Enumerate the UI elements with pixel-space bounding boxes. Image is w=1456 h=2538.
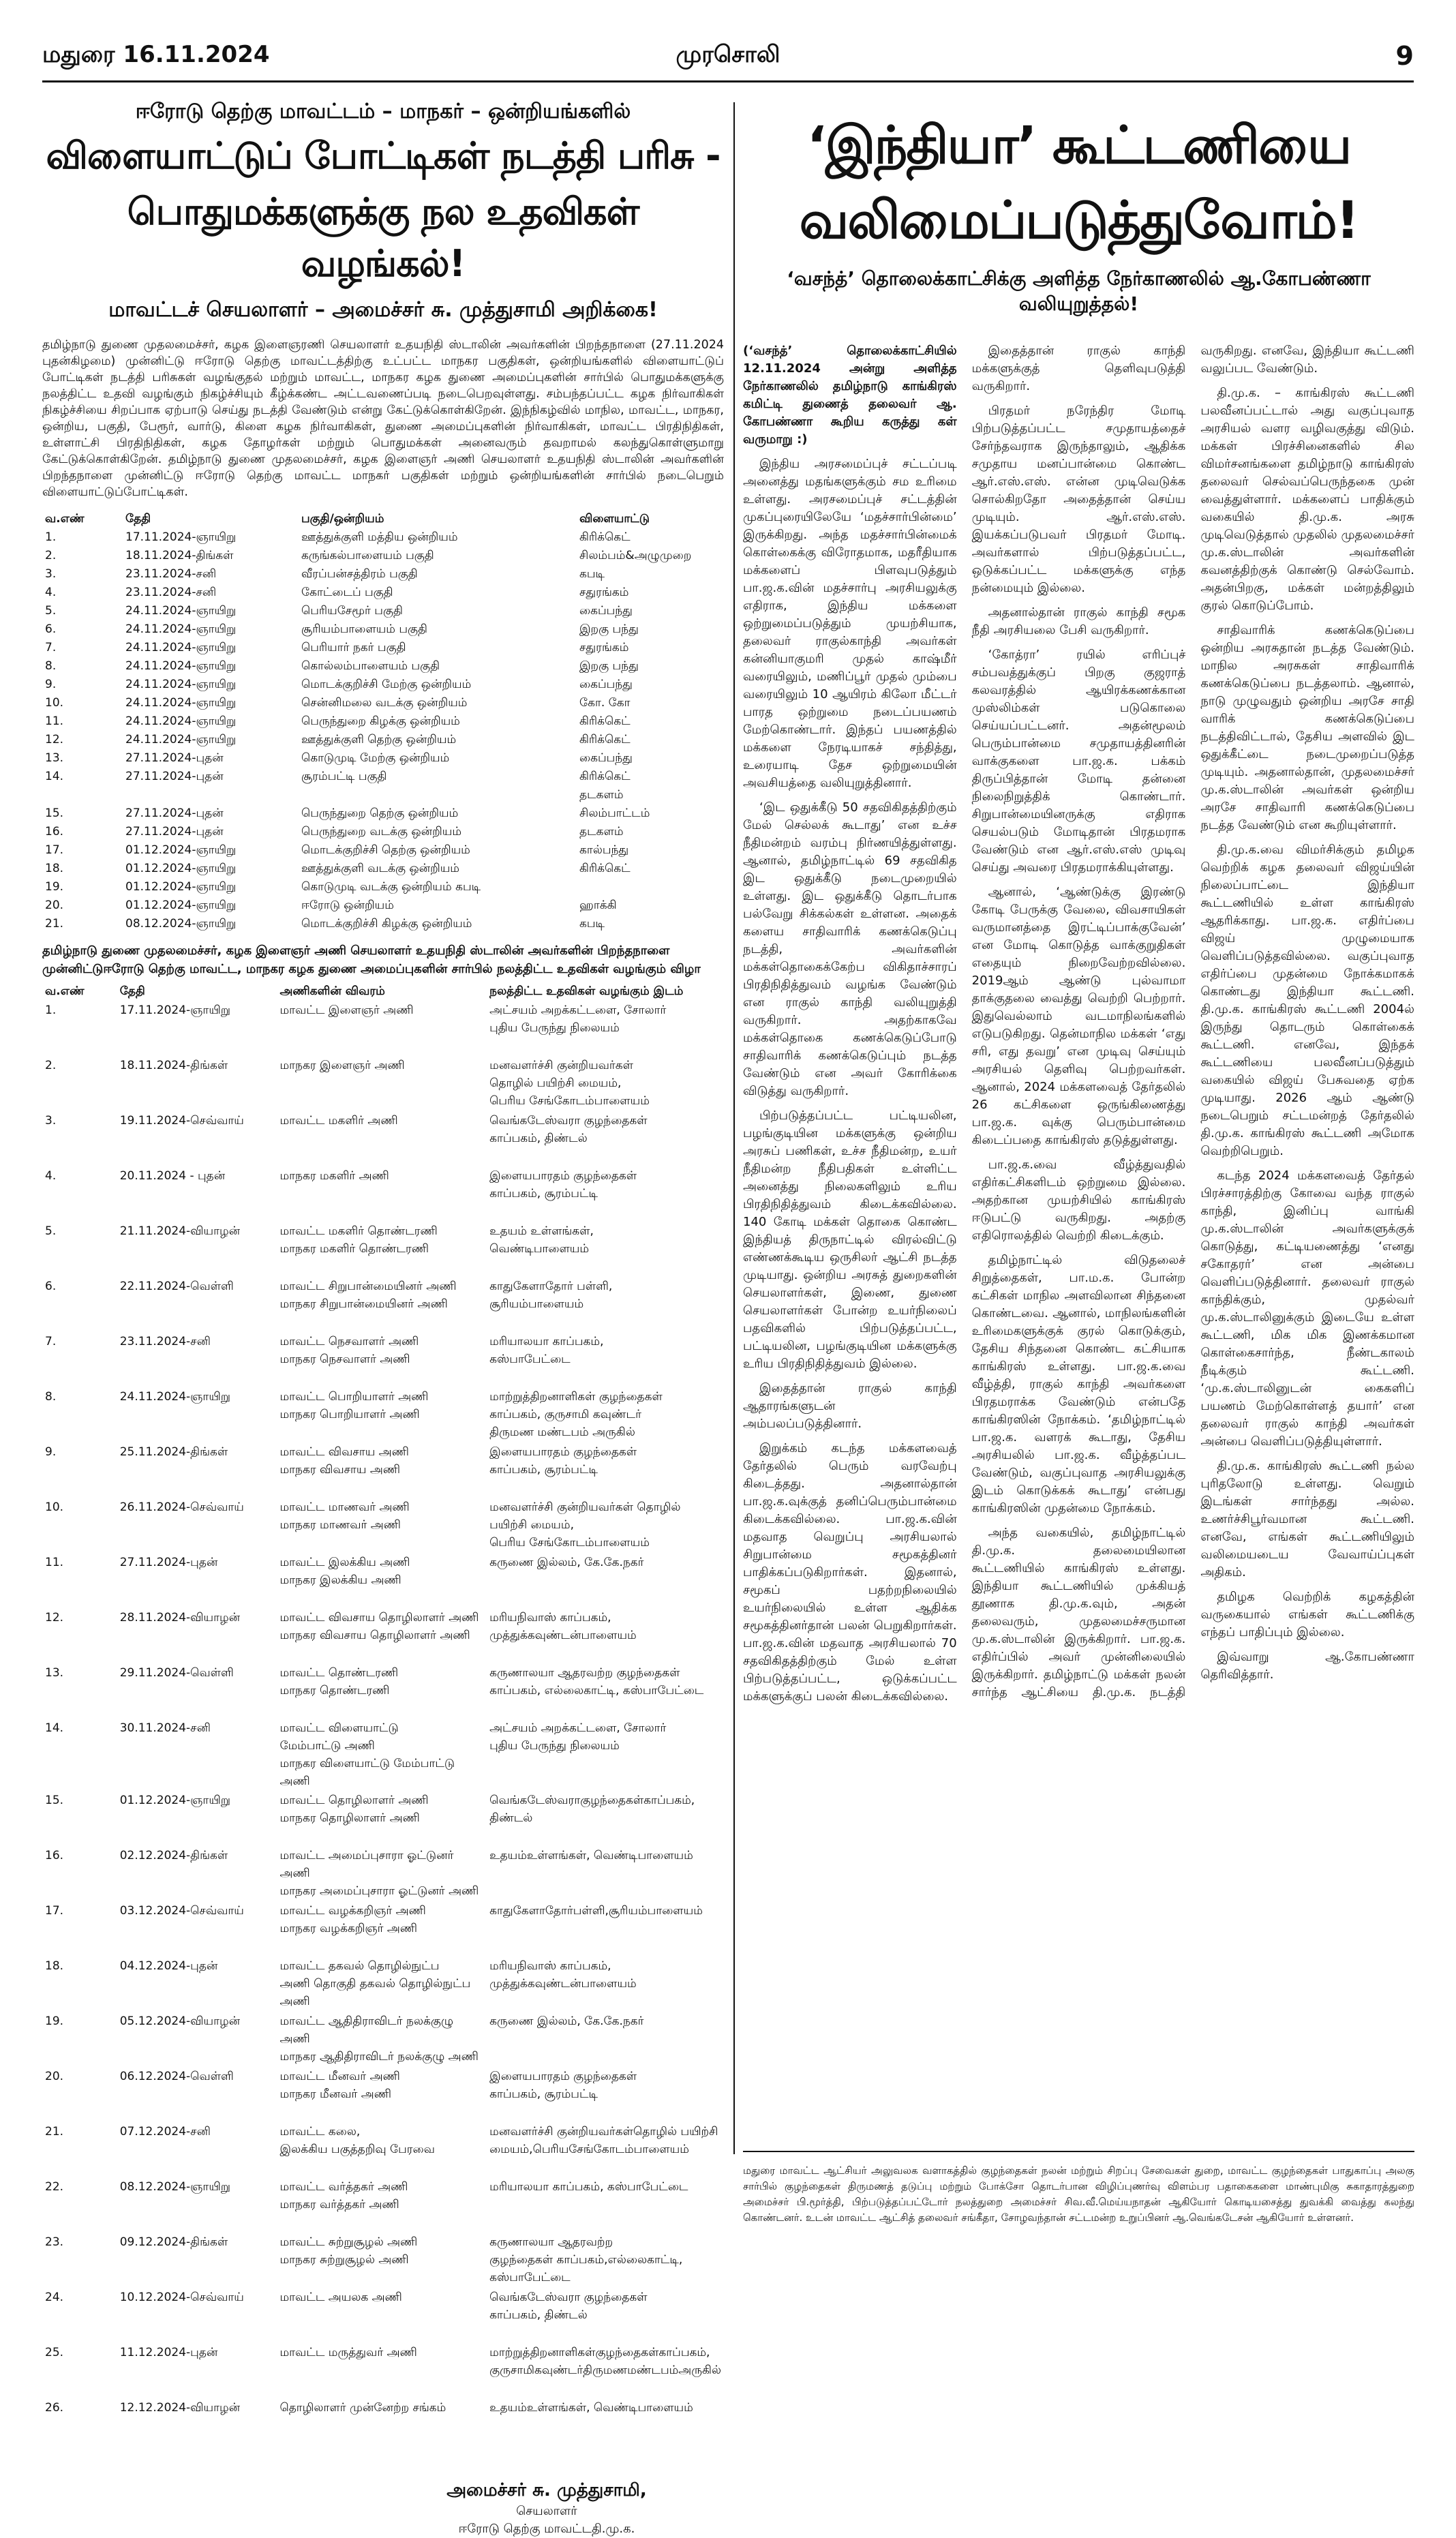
table-cell: இளையபாரதம் குழந்தைகள் காப்பகம், சூரம்பட்டி (489, 2070, 637, 2101)
table-cell: 06.12.2024-வெள்ளி (119, 2070, 234, 2083)
table-cell: 27.11.2024-புதன் (125, 825, 224, 839)
table-cell: சதுரங்கம் (579, 586, 629, 599)
table-row (42, 749, 724, 768)
table-row (42, 860, 724, 878)
article-paragraph: பா.ஜ.க.வை வீழ்த்துவதில் எதிர்கட்சிகளிடம் ஒற்றுமை இல்லை. அதற்கான முயற்சியில் காங்கிரஸ் ஈடுபட்டு வருகிறது. அதற்கு எதிரொலத்தில் வெற்றி கிடைக்கும். (971, 1158, 1186, 1243)
table-cell: இறகு பந்து (579, 622, 639, 636)
table-cell: 16. (45, 1849, 64, 1862)
table-row (42, 2287, 724, 2342)
table-cell: இளையபாரதம் குழந்தைகள் காப்பகம், சூரம்பட்டி (489, 1169, 637, 1200)
table-row (42, 694, 724, 712)
table-cell: மனவளர்ச்சி குன்றியவர்கள் தொழில் பயிற்சி மையம், பெரிய சேங்கோடம்பாளையம் (489, 1059, 650, 1108)
table-row (42, 1442, 724, 1497)
table-row (42, 1552, 724, 1607)
table-cell: கருணாலயா ஆதரவற்ற குழந்தைகள் காப்பகம், எல்லைகாட்டி, கஸ்பாபேட்டை (489, 1666, 704, 1697)
table-row (42, 1497, 724, 1552)
table-cell: கொல்லம்பாளையம் பகுதி (301, 659, 440, 673)
table-cell: 01.12.2024-ஞாயிறு (125, 862, 237, 875)
table-cell: 13. (45, 1666, 64, 1680)
table-cell: 10.12.2024-செவ்வாய் (119, 2291, 244, 2304)
table-cell: மாவட்ட மீனவர் அணி மாநகர மீனவர் அணி (279, 2070, 400, 2101)
table-cell: 21.11.2024-வியாழன் (119, 1224, 241, 1238)
col-header: அணிகளின் விவரம் (279, 984, 385, 998)
left-headline-2: பொதுமக்களுக்கு நல உதவிகள் வழங்கல்! (127, 190, 639, 285)
table-cell: 24.11.2024-ஞாயிறு (125, 659, 237, 673)
sports-schedule-body (42, 528, 724, 933)
table-cell: கருணை இல்லம், கே.கே.நகர் (489, 1556, 644, 1569)
table-cell: 8. (45, 1390, 57, 1404)
table-cell: மாநகர இளைஞர் அணி (279, 1059, 405, 1072)
table-cell: 8. (45, 659, 57, 673)
table-cell: 14. (45, 1721, 64, 1735)
table-row (42, 712, 724, 731)
table-cell: மாவட்ட தொண்டரணி மாநகர தொண்டரணி (279, 1666, 399, 1697)
table-cell: மாவட்ட அயலக அணி (279, 2291, 402, 2304)
table-cell: 3. (45, 567, 57, 581)
table-cell: 22. (45, 2180, 64, 2194)
table-cell: மரியாலயா காப்பகம், கஸ்பாபேட்டை (489, 1335, 604, 1366)
table-cell: கைப்பந்து (579, 751, 633, 765)
table-cell: கொடுமுடி வடக்கு ஒன்றியம் கபடி (301, 880, 481, 894)
table-cell: 19. (45, 880, 64, 894)
left-headline-1: விளையாட்டுப் போட்டிகள் நடத்தி பரிசு - (46, 134, 721, 177)
table-cell: சிலம்பம்&அழுமுறை (579, 549, 692, 562)
table-cell: 1. (45, 1003, 57, 1017)
table-cell: மரியநிவாஸ் காப்பகம், முத்துக்கவுண்டன்பாளையம் (489, 1959, 637, 1991)
table-row (42, 639, 724, 657)
signature-org: ஈரோடு தெற்கு மாவட்டதி.மு.க. (458, 2522, 635, 2536)
table-cell: 3. (45, 1114, 57, 1128)
table-cell: கிரிக்கெட் (579, 733, 631, 746)
table-cell: சிலம்பாட்டம் (579, 806, 650, 820)
table-cell: 29.11.2024-வெள்ளி (119, 1666, 234, 1680)
welfare-schedule-table (42, 982, 724, 2453)
table-cell: 15. (45, 806, 64, 820)
table-cell: மனவளர்ச்சி குன்றியவர்கள்தொழில் பயிற்சி மையம்,பெரியசேங்கோடம்பாளையம் (489, 2125, 718, 2156)
article-paragraph: பிற்படுத்தப்பட்ட பட்டியலின, பழங்குடியின மக்களுக்கு ஒன்றிய அரசுப் பணிகள், உச்ச நீதிமன்ற, உயர் நீதிமன்ற நீதிபதிகள் உள்ளிட்ட அனைத்து நிலைகளிலும் உரிய பிரதிநிதித்துவம் கிடைக்கவில்லை. 140 கோடி மக்கள் தொகை கொண்ட இந்தியத் திருநாட்டில் விரல்விட்டு எண்ணக்கூடிய ஒருசிலர் ஆட்சி நடத்த முடியாது. ஒன்றிய அரசுத் துறைகளின் செயலாளர்கள், இணை, துணை செயலாளர்கள் போன்ற உயர்நிலைப் பதவிகளில் பிற்படுத்தப்பட்ட, பட்டியலின, பழங்குடியின மக்களுக்கு உரிய பிரதிநிதித்துவம் இல்லை. (743, 1108, 957, 1371)
table-cell: 18.11.2024-திங்கள் (125, 549, 234, 562)
table-cell: மாற்றுத்திறனாளிகள் குழந்தைகள் காப்பகம், குருசாமி கவுண்டர் திருமண மண்டபம் அருகில் (489, 1390, 663, 1439)
signature-block (397, 2480, 697, 2538)
article-paragraph: தமிழ்நாட்டில் விடுதலைச் சிறுத்தைகள், பா.ம.க. போன்ற கட்சிகள் மாநில அளவிலான சிந்தனை கொண்டவை. ஆனால், மாநிலங்களின் உரிமைகளுக்குக் குரல் கொடுக்கும், தேசிய சிந்தனை கொண்ட கட்சியாக காங்கிரஸ் உள்ளது. பா.ஜ.க.வை வீழ்த்தி, ராகுல் காந்தி அவர்களை பிரதமராக்க வேண்டும் என்பதே காங்கிரஸின் நோக்கம். ‘தமிழ்நாட்டில் பா.ஜ.க. வளரக் கூடாது, தேசிய அரசியலில் பா.ஜ.க. வீழ்த்தப்பட வேண்டும், வகுப்புவாத அரசியலுக்கு இடம் கொடுக்கக் கூடாது’ என்பது காங்கிரஸின் முதன்மை நோக்கம். (971, 1253, 1186, 1515)
table-cell: மாவட்ட மகளிர் தொண்டரணி மாநகர மகளிர் தொண்டரணி (279, 1224, 438, 1256)
table-cell: 25.11.2024-திங்கள் (119, 1445, 228, 1459)
table-cell: 03.12.2024-செவ்வாய் (119, 1904, 244, 1918)
table-cell: உதயம் உள்ளங்கள், வெண்டிபாளையம் (489, 1224, 594, 1256)
left-article (42, 89, 724, 2538)
table-cell: உதயம்உள்ளங்கள், வெண்டிபாளையம் (489, 1849, 693, 1862)
table-row (42, 1221, 724, 1276)
table-row (42, 878, 724, 896)
table-cell: மாவட்ட பொறியாளர் அணி மாநகர பொறியாளர் அணி (279, 1390, 429, 1421)
table-cell: 26. (45, 2401, 64, 2415)
table-cell: 11.12.2024-புதன் (119, 2346, 218, 2359)
table-cell: 5. (45, 604, 57, 618)
table-cell: கொடுமுடி மேற்கு ஒன்றியம் (301, 751, 450, 765)
table-cell: அட்சயம் அறக்கட்டளை, சோலார் புதிய பேருந்து நிலையம் (489, 1003, 667, 1035)
table-row (42, 620, 724, 639)
article-paragraph: தி.மு.க. – காங்கிரஸ் கூட்டணி பலவீனப்பட்டால் அது வகுப்புவாத அரசியல் வளர வழிவகுத்து விடும். மக்கள் பிரச்சினைகளில் சில விமர்சனங்களை தமிழ்நாடு காங்கிரஸ் தலைவர் செல்வப்பெருந்தகை முன் வைத்துள்ளார். மக்களைப் பாதிக்கும் வகையில் தி.மு.க. அரசு முடிவெடுத்தால் முதலில் முதலமைச்சர் மு.க.ஸ்டாலின் அவர்களின் கவனத்திற்குக் கொண்டு செல்வோம். அதன்பிறகு, மக்கள் மன்றத்திலும் குரல் கொடுப்போம். (1200, 386, 1414, 613)
table-row (42, 1790, 724, 1845)
table-cell: 01.12.2024-ஞாயிறு (125, 843, 237, 857)
table-row (42, 1331, 724, 1387)
table-cell: சென்னிமலை வடக்கு ஒன்றியம் (301, 696, 468, 710)
table-cell: 12. (45, 1611, 64, 1625)
right-headline: ‘இந்தியா’ கூட்டணியை வலிமைப்படுத்துவோம்! (799, 115, 1359, 250)
table-cell: 6. (45, 1280, 57, 1293)
table-cell: 30.11.2024-சனி (119, 1721, 211, 1735)
table-cell: மரியாலயா காப்பகம், கஸ்பாபேட்டை (489, 2180, 688, 2194)
table-cell: 02.12.2024-திங்கள் (119, 1849, 228, 1862)
masthead-paper-name: முரசொலி (676, 41, 780, 68)
table-cell: 12. (45, 733, 64, 746)
table-cell: கபடி (579, 567, 605, 581)
table-cell: கிரிக்கெட் (579, 714, 631, 728)
article-paragraph: தமிழக வெற்றிக் கழகத்தின் வருகையால் எங்கள் கூட்டணிக்கு எந்தப் பாதிப்பும் இல்லை. (1200, 1590, 1414, 1640)
table-cell: 07.12.2024-சனி (119, 2125, 211, 2139)
table-row (42, 1000, 724, 1055)
table-row (42, 1663, 724, 1718)
table-row (42, 1166, 724, 1221)
page-number: 9 (1395, 41, 1414, 71)
article-paragraph: பிரதமர் நரேந்திர மோடி பிற்படுத்தப்பட்ட சமுதாயத்தைச் சேர்ந்தவராக இருந்தாலும், ஆதிக்க சமுதாய மனப்பான்மை கொண்ட ஆர்.எஸ்.எஸ். என்ன முடிவெடுக்க சொல்கிறதோ அதைத்தான் செய்ய முடியும். ஆர்.எஸ்.எஸ். இயக்கப்படுபவர் பிரதமர் மோடி. அவர்களால் பிற்படுத்தப்பட்ட, ஒடுக்கப்பட்ட மக்களுக்கு எந்த நன்மையும் இல்லை. (971, 404, 1186, 595)
table-row (42, 584, 724, 602)
table-cell: இறகு பந்து (579, 659, 639, 673)
table-cell: 26.11.2024-செவ்வாய் (119, 1500, 244, 1514)
table-row (42, 804, 724, 823)
table-cell: 9. (45, 678, 57, 691)
table-cell: 14. (45, 770, 64, 783)
table-row (42, 602, 724, 620)
table-cell: வெங்கடேஸ்வரா குழந்தைகள் காப்பகம், திண்டல் (489, 2291, 648, 2322)
table-cell: கைப்பந்து (579, 604, 633, 618)
table-cell: மாவட்ட கலை, இலக்கிய பகுத்தறிவு பேரவை (279, 2125, 435, 2156)
table-cell: சூரம்பட்டி பகுதி (301, 770, 387, 783)
table-header-row (42, 510, 724, 528)
table-cell: 2. (45, 549, 57, 562)
table-cell: 17.11.2024-ஞாயிறு (125, 530, 237, 544)
table-cell (577, 878, 724, 896)
table-cell: 24.11.2024-ஞாயிறு (125, 678, 237, 691)
table-row (42, 547, 724, 565)
table-cell: 08.12.2024-ஞாயிறு (119, 2180, 230, 2194)
table-cell: 24.11.2024-ஞாயிறு (125, 696, 237, 710)
table-row (42, 841, 724, 860)
table-cell: 24.11.2024-ஞாயிறு (125, 641, 237, 654)
left-kicker: ஈரோடு தெற்கு மாவட்டம் – மாநகர் – ஒன்றியங்களில் (135, 100, 631, 123)
table-row (42, 768, 724, 804)
table-cell: 27.11.2024-புதன் (125, 770, 224, 783)
table-cell: 01.12.2024-ஞாயிறு (125, 880, 237, 894)
table-cell: வெங்கடேஸ்வரா குழந்தைகள் காப்பகம், திண்டல் (489, 1114, 648, 1145)
table-row (42, 1111, 724, 1166)
table-row (42, 2066, 724, 2121)
table-cell: 6. (45, 622, 57, 636)
table-cell: மாவட்ட விவசாய அணி மாநகர விவசாய அணி (279, 1445, 409, 1477)
table-cell: கிரிக்கெட் (579, 530, 631, 544)
table-cell: 10. (45, 1500, 64, 1514)
table-cell: ஈரோடு ஒன்றியம் (301, 898, 394, 912)
table-cell: 25. (45, 2346, 64, 2359)
table-cell: 27.11.2024-புதன் (125, 806, 224, 820)
table-cell: மனவளர்ச்சி குன்றியவர்கள் தொழில் பயிற்சி மையம், பெரிய சேங்கோடம்பாளையம் (489, 1500, 681, 1550)
table-cell: 20. (45, 898, 64, 912)
table-cell: 01.12.2024-ஞாயிறு (119, 1794, 230, 1807)
table-row (42, 896, 724, 915)
table-cell: 18. (45, 1959, 64, 1973)
right-subhead: ‘வசந்த்’ தொலைக்காட்சிக்கு அளித்த நேர்காணலில் ஆ.கோபண்ணா வலியுறுத்தல்! (787, 267, 1371, 315)
article-paragraph: அதனால்தான் ராகுல் காந்தி சமூக நீதி அரசியலை பேசி வருகிறார். (971, 605, 1186, 637)
welfare-schedule-body (42, 1000, 724, 2453)
article-paragraph: தி.மு.க.வை விமர்சிக்கும் தமிழக வெற்றிக் கழக தலைவர் விஜய்யின் நிலைப்பாட்டை இந்தியா கூட்டணியில் உள்ள காங்கிரஸ் ஆதரிக்காது. பா.ஜ.க. எதிர்ப்பை விஜய் முழுமையாக வெளிப்படுத்தவில்லை. வகுப்புவாத எதிர்ப்பை முதன்மை நோக்கமாகக் கொண்டது இந்தியா கூட்டணி. தி.மு.க. காங்கிரஸ் கூட்டணி 2004ல் இருந்து தொடரும் கொள்கைக் கூட்டணி. எனவே, இந்தக் கூட்டணியை பலவீனப்படுத்தும் வகையில் விஜய் பேசுவதை ஏற்க முடியாது. 2026 ஆம் ஆண்டு நடைபெறும் சட்டமன்றத் தேர்தலில் தி.மு.க. காங்கிரஸ் கூட்டணி அமோக வெற்றிபெறும். (1200, 843, 1414, 1158)
article-paragraph: இந்திய அரசமைப்புச் சட்டப்படி அனைத்து மதங்களுக்கும் சம உரிமை உள்ளது. அரசமைப்புச் சட்டத்தின் முகப்புரையிலேயே ‘மதச்சார்பின்மை’ இருக்கிறது. அந்த மதச்சார்பின்மைக் கொள்கைக்கு விரோதமாக, மதரீதியாக மக்களைப் பிளவுபடுத்தும் பா.ஜ.க.வின் மதச்சார்பு அரசியலுக்கு எதிராக, இந்திய மக்களை ஒற்றுமைப்படுத்தும் முயற்சியாக, தலைவர் ராகுல்காந்தி அவர்கள் கன்னியாகுமரி முதல் காஷ்மீர் வரையிலும், மணிப்பூர் முதல் மும்பை வரையிலும் 10 ஆயிரம் கிலோ மீட்டர் பாரத ஒற்றுமை நடைப்பயணம் மேற்கொண்டார். இந்தப் பயணத்தில் மக்களை நேரடியாகச் சந்தித்து, உரையாடி தேச ஒற்றுமையின் அவசியத்தை வலியுறுத்தினார். (743, 457, 957, 790)
table-cell: 28.11.2024-வியாழன் (119, 1611, 241, 1625)
col-header: பகுதி/ஒன்றியம் (301, 512, 384, 526)
table-cell: 20.11.2024 - புதன் (119, 1169, 226, 1183)
table-cell: 13. (45, 751, 64, 765)
table-row (42, 915, 724, 933)
table-cell: மாவட்ட மருத்துவர் அணி (279, 2346, 417, 2359)
table-cell: பெருந்துறை வடக்கு ஒன்றியம் (301, 825, 462, 839)
table-cell: மாவட்ட வர்த்தகர் அணி மாநகர வர்த்தகர் அணி (279, 2180, 408, 2211)
table-cell: 11. (45, 1556, 64, 1569)
table-cell: 7. (45, 1335, 57, 1348)
table-cell: சூரியம்பாளையம் பகுதி (301, 622, 427, 636)
col-header: நலத்திட்ட உதவிகள் வழங்கும் இடம் (489, 984, 684, 998)
table-cell: 23. (45, 2235, 64, 2249)
table-cell: 11. (45, 714, 64, 728)
photo-caption-note: மதுரை மாவட்ட ஆட்சியர் அலுவலக வளாகத்தில் குழந்தைகள் நலன் மற்றும் சிறப்பு சேவைகள் துறை, மாவட்ட குழந்தைகள் பாதுகாப்பு அலகு சார்பில் குழந்தைகள் திருமணத் தடுப்பு மற்றும் போக்சோ தொடர்பான விழிப்புணர்வு விளம்பர பதாகைகளை மாண்புமிகு சுகாதாரத்துறை அமைச்சர் பி.மூர்த்தி, பிற்படுத்தப்பட்டோர் நலத்துறை அமைச்சர் சிவ.வீ.மெய்யநாதன் ஆகியோர் கொடியசைத்து துவக்கி வைத்து கலந்து கொண்டனர். உடன் மாவட்ட ஆட்சித் தலைவர் சங்கீதா, சோழவந்தான் சட்டமன்ற உறுப்பினர் ஆ.வெங்கடேசன் ஆகியோர் உள்ளனர். (743, 2151, 1414, 2226)
table-cell: 18.11.2024-திங்கள் (119, 1059, 228, 1072)
table-cell: 05.12.2024-வியாழன் (119, 2014, 241, 2028)
article-paragraph: அந்த வகையில், தமிழ்நாட்டில் தி.மு.க. தலைமையிலான கூட்டணியில் காங்கிரஸ் உள்ளது. இந்தியா கூட்டணியில் முக்கியத் தூணாக தி.மு.க.வும், அதன் தலைவரும், முதலமைச்சருமான மு.க.ஸ்டாலின் இருக்கிறார். பா.ஜ.க. எதிர்ப்பில் அவர் முன்னிலையில் இருக்கிறார். தமிழ்நாட்டு மக்கள் நலன் சார்ந்த ஆட்சியை தி.மு.க. நடத்தி வருகிறது. எனவே, இந்தியா கூட்டணி வலுப்பட வேண்டும். (971, 344, 1414, 1699)
table-row (42, 2342, 724, 2398)
table-cell: மாவட்ட விளையாட்டு மேம்பாட்டு அணி மாநகர விளையாட்டு மேம்பாட்டு அணி (279, 1721, 455, 1788)
table-cell: 09.12.2024-திங்கள் (119, 2235, 228, 2249)
table-row (42, 2011, 724, 2066)
table-cell: 2. (45, 1059, 57, 1072)
table-cell: 22.11.2024-வெள்ளி (119, 1280, 234, 1293)
table-cell: மாவட்ட நெசவாளர் அணி மாநகர நெசவாளர் அணி (279, 1335, 419, 1366)
table-row (42, 1901, 724, 1956)
table-cell: 17.11.2024-ஞாயிறு (119, 1003, 230, 1017)
table-cell: மாநகர மகளிர் அணி (279, 1169, 389, 1183)
table-cell: 15. (45, 1794, 64, 1807)
table-cell: மாவட்ட மாணவர் அணி மாநகர மாணவர் அணி (279, 1500, 410, 1532)
article-paragraph: கடந்த 2024 மக்களவைத் தேர்தல் பிரச்சாரத்திற்கு கோவை வந்த ராகுல் காந்தி, இனிப்பு வாங்கி மு.க.ஸ்டாலின் அவர்களுக்குக் கொடுத்து, கட்டியணைத்து ‘எனது சகோதரர்’ என அன்பை வெளிப்படுத்தினார். தலைவர் ராகுல் காந்திக்கும், முதல்வர் மு.க.ஸ்டாலினுக்கும் இடையே உள்ள கூட்டணி, மிக மிக இணக்கமான கொள்கைசார்ந்த, நீண்டகாலம் நீடிக்கும் கூட்டணி. ‘மு.க.ஸ்டாலினுடன் கைகளிப் பயணம் மேற்கொள்ளத் தயார்’ என தலைவர் ராகுல் காந்தி அவர்கள் அன்பை வெளிப்படுத்தியுள்ளார். (1200, 1168, 1414, 1449)
table-cell: மாவட்ட அமைப்புசாரா ஓட்டுனர் அணி மாநகர அமைப்புசாரா ஓட்டுனர் அணி (279, 1849, 479, 1898)
table-cell: மாவட்ட வழக்கறிஞர் அணி மாநகர வழக்கறிஞர் அணி (279, 1904, 426, 1935)
table-cell: காதுகேளாதோர்பள்ளி,சூரியம்பாளையம் (489, 1904, 703, 1918)
col-header: தேதி (125, 512, 151, 526)
table-cell: 19. (45, 2014, 64, 2028)
table-cell: பெரியார் நகர் பகுதி (301, 641, 406, 654)
table-cell: 12.12.2024-வியாழன் (119, 2401, 241, 2415)
table-cell: 21. (45, 917, 64, 931)
table-cell: சதுரங்கம் (579, 641, 629, 654)
article-paragraph: சாதிவாரிக் கணக்கெடுப்பை ஒன்றிய அரசுதான் நடத்த வேண்டும். மாநில அரசுகள் சாதிவாரிக் கணக்கெடுப்பை நடத்தலாம். ஆனால், நாடு முழுவதும் ஒன்றிய அரசே சாதி வாரிக் கணக்கெடுப்பை நடத்திவிட்டால், தேசிய அளவில் இட ஒதுக்கீட்டை நடைமுறைப்படுத்த முடியும். அதனால்தான், முதலமைச்சர் மு.க.ஸ்டாலின் அவர்கள் ஒன்றிய அரசே சாதிவாரி கணக்கெடுப்பை நடத்த வேண்டும் என கூறியுள்ளார். (1200, 623, 1414, 832)
table-cell: ஹாக்கி (579, 898, 617, 912)
table-cell: மொடக்குறிச்சி மேற்கு ஒன்றியம் (301, 678, 472, 691)
table-row (42, 565, 724, 584)
table-row (42, 1607, 724, 1663)
table-cell: மொடக்குறிச்சி கிழக்கு ஒன்றியம் (301, 917, 472, 931)
table-cell: 04.12.2024-புதன் (119, 1959, 218, 1973)
right-article-body (743, 342, 1414, 2006)
article-paragraph: ‘கோத்ரா’ ரயில் எரிப்புச் சம்பவத்துக்குப் பிறகு குஜராத் கலவரத்தில் ஆயிரக்கணக்கான முஸ்லிம்கள் படுகொலை செய்யப்பட்டனர். அதன்மூலம் பெரும்பான்மை சமுதாயத்தினரின் வாக்குகளை பா.ஜ.க. பக்கம் திருப்பித்தான் மோடி தன்னை நிலைநிறுத்திக் கொண்டார். சிறுபான்மையினருக்கு எதிராக செயல்படும் மோடிதான் பிரதமராக வேண்டும் என ஆர்.எஸ்.எஸ் முடிவு செய்து அவரை பிரதமராக்கியுள்ளது. (971, 648, 1186, 875)
table-cell: கிரிக்கெட் (579, 862, 631, 875)
welfare-table-caption: தமிழ்நாடு துணை முதலமைச்சர், கழக இளைஞர் அணி செயலாளர் உதயநிதி ஸ்டாலின் அவர்களின் பிறந்தநாளை முன்னிட்டுஈரோடு தெற்கு மாவட்ட, மாநகர கழக துணை அமைப்புகளின் சார்பில் நலத்திட்ட உதவிகள் வழங்கும் விழா (42, 943, 701, 976)
masthead-date: மதுரை 16.11.2024 (42, 41, 270, 68)
table-cell: 23.11.2024-சனி (125, 567, 217, 581)
table-cell: மாவட்ட விவசாய தொழிலாளர் அணி மாநகர விவசாய தொழிலாளர் அணி (279, 1611, 479, 1642)
table-cell: 01.12.2024-ஞாயிறு (125, 898, 237, 912)
table-cell: மரியநிவாஸ் காப்பகம், முத்துக்கவுண்டன்பாளையம் (489, 1611, 637, 1642)
table-cell: மாற்றுத்திறனாளிகள்குழந்தைகள்காப்பகம், குருசாமிகவுண்டர்திருமணமண்டபம்அருகில் (489, 2346, 721, 2377)
table-cell: ஊத்துக்குளி மத்திய ஒன்றியம் (301, 530, 458, 544)
table-cell: 24.11.2024-ஞாயிறு (125, 714, 237, 728)
article-paragraph: இதைத்தான் ராகுல் காந்தி மக்களுக்குத் தெளிவுபடுத்தி வருகிறார். (971, 344, 1186, 393)
table-cell: காதுகேளாதோர் பள்ளி, சூரியம்பாளையம் (489, 1280, 613, 1311)
table-cell: கருணாலயா ஆதரவற்ற குழந்தைகள் காப்பகம்,எல்லைகாட்டி, கஸ்பாபேட்டை (489, 2235, 683, 2284)
table-cell: கோ. கோ (579, 696, 631, 710)
left-subhead: மாவட்டச் செயலாளர் – அமைச்சர் சு. முத்துசாமி அறிக்கை! (108, 298, 658, 322)
table-cell: 9. (45, 1445, 57, 1459)
table-cell: மாவட்ட சுற்றுசூழல் அணி மாநகர சுற்றுசூழல் அணி (279, 2235, 418, 2267)
table-row (42, 823, 724, 841)
table-row (42, 528, 724, 547)
table-cell: பெருந்துறை தெற்கு ஒன்றியம் (301, 806, 459, 820)
table-cell: பெரியசேமூர் பகுதி (301, 604, 403, 618)
table-cell: 17. (45, 1904, 64, 1918)
table-row (42, 1845, 724, 1901)
table-cell: 19.11.2024-செவ்வாய் (119, 1114, 244, 1128)
table-cell: 21. (45, 2125, 64, 2139)
article-paragraph: ‘இட ஒதுக்கீடு 50 சதவிகிதத்திற்கும் மேல் செல்லக் கூடாது’ என உச்ச நீதிமன்றம் வரம்பு நிர்ணயித்துள்ளது. ஆனால், தமிழ்நாட்டில் 69 சதவிகித இட ஒதுக்கீடு நடைமுறையில் உள்ளது. இட ஒதுக்கீடு தொடர்பாக பல்வேறு சிக்கல்கள் உள்ளன. அதைக் களைய சாதிவாரிக் கணக்கெடுப்பு நடத்தி, அவர்களின் மக்கள்தொகைக்கேற்ப விகிதாச்சாரப் பிரதிநிதித்துவம் வழங்க வேண்டும் என ராகுல் காந்தி வலியுறுத்தி வருகிறார். அதற்காகவே மக்கள்தொகை கணக்கெடுப்போடு சாதிவாரிக் கணக்கெடுப்பும் நடத்த வேண்டும் என அவர் கோரிக்கை விடுத்து வருகிறார். (743, 800, 957, 1098)
table-row (42, 2398, 724, 2453)
table-cell: 10. (45, 696, 64, 710)
table-row (42, 1276, 724, 1331)
table-cell: மாவட்ட தொழிலாளர் அணி மாநகர தொழிலாளர் அணி (279, 1794, 429, 1825)
table-cell: 08.12.2024-ஞாயிறு (125, 917, 237, 931)
table-cell: 27.11.2024-புதன் (119, 1556, 218, 1569)
table-cell: 23.11.2024-சனி (119, 1335, 211, 1348)
table-row (42, 657, 724, 676)
table-cell: மாவட்ட இலக்கிய அணி மாநகர இலக்கிய அணி (279, 1556, 410, 1587)
table-cell: 24.11.2024-ஞாயிறு (125, 604, 237, 618)
table-row (42, 2121, 724, 2177)
table-cell: 1. (45, 530, 57, 544)
table-cell: ஊத்துக்குளி வடக்கு ஒன்றியம் (301, 862, 459, 875)
table-row (42, 676, 724, 694)
table-row (42, 1055, 724, 1111)
table-row (42, 2177, 724, 2232)
col-header: வ.எண் (45, 984, 85, 998)
article-paragraph: இதைத்தான் ராகுல் காந்தி ஆதாரங்களுடன் அம்பலப்படுத்தினார். (743, 1381, 957, 1431)
table-cell: மாவட்ட ஆதிதிராவிடர் நலக்குழு அணி மாநகர ஆதிதிராவிடர் நலக்குழு அணி (279, 2014, 479, 2064)
column-divider (733, 102, 735, 2154)
table-cell: மாவட்ட மகளிர் அணி (279, 1114, 398, 1128)
table-cell: உதயம்உள்ளங்கள், வெண்டிபாளையம் (489, 2401, 693, 2415)
signature-name: அமைச்சர் சு. முத்துசாமி, (446, 2480, 647, 2501)
article-paragraph: இவ்வாறு ஆ.கோபண்ணா தெரிவித்தார். (1200, 1650, 1414, 1682)
table-cell: பெருந்துறை கிழக்கு ஒன்றியம் (301, 714, 460, 728)
table-cell: வெங்கடேஸ்வராகுழந்தைகள்காப்பகம், திண்டல் (489, 1794, 695, 1825)
table-row (42, 2232, 724, 2287)
table-cell: மாவட்ட சிறுபான்மையினர் அணி மாநகர சிறுபான்மையினர் அணி (279, 1280, 457, 1311)
table-cell: ஊத்துக்குளி தெற்கு ஒன்றியம் (301, 733, 457, 746)
table-cell: கோட்டைப் பகுதி (301, 586, 393, 599)
table-cell: கபடி (579, 917, 605, 931)
masthead (42, 41, 1414, 89)
table-cell: கருணை இல்லம், கே.கே.நகர் (489, 2014, 644, 2028)
table-cell: 16. (45, 825, 64, 839)
table-cell: 24. (45, 2291, 64, 2304)
left-intro-text: தமிழ்நாடு துணை முதலமைச்சர், கழக இளைஞரணி செயலாளர் உதயநிதி ஸ்டாலின் அவர்களின் பிறந்தநாளை (27.11.2024 புதன்கிழமை) முன்னிட்டு ஈரோடு தெற்கு மாவட்டத்திற்கு உட்பட்ட மாநகர பகுதிகள், ஒன்றியங்களில் விளையாட்டுப் போட்டிகள் நடத்தி பரிசுகள் வழங்குதல் மற்றும் மாவட்ட, மாநகர கழக துணை அமைப்புகளின் சார்பில் பொதுமக்களுக்கு நலத்திட்ட உதவி வழங்கும் நிகழ்ச்சியும் கீழ்க்கண்ட அட்டவணைப்படி நடைபெறவுள்ளது. சம்பந்தப்பட்ட கழக நிர்வாகிகள் நிகழ்ச்சியை சிறப்பாக ஏற்பாடு செய்து நடத்தி வேண்டும் என்று கேட்டுக்கொள்கிறேன். இந்நிகழ்வில் மாநில, மாவட்ட, மாநகர, ஒன்றிய, பகுதி, பேரூர், வார்டு, கிளை கழக நிர்வாகிகள், துணை அமைப்புகளின் நிர்வாகிகள், மாவட்ட பிரதிநிதிகள், உள்ளாட்சி பிரதிநிதிகள், கழக தோழர்கள் மற்றும் பொதுமக்கள் அனைவரும் தவறாமல் கலந்துகொள்ளுமாறு கேட்டுக்கொள்கிறேன். தமிழ்நாடு துணை முதலமைச்சர், கழக இளைஞர் அணி செயலாளர் உதயநிதி ஸ்டாலின் அவர்களின் பிறந்தநாளை முன்னிட்டு ஈரோடு தெற்கு மாவட்ட மாநகர் பகுதிகள் மற்றும் ஒன்றியங்களின் சார்பில் நடைபெறும் விளையாட்டுப்போட்டிகள். (42, 338, 724, 499)
table-cell: 24.11.2024-ஞாயிறு (125, 622, 237, 636)
table-cell: இளையபாரதம் குழந்தைகள் காப்பகம், சூரம்பட்டி (489, 1445, 637, 1477)
signature-title: செயலாளர் (516, 2504, 577, 2518)
table-cell: கருங்கல்பாளையம் பகுதி (301, 549, 434, 562)
sports-schedule-table (42, 510, 724, 933)
table-cell: தொழிலாளர் முன்னேற்ற சங்கம் (279, 2401, 446, 2415)
article-paragraph: இறுக்கம் கடந்த மக்களவைத் தேர்தலில் பெரும் வரவேற்பு கிடைத்தது. அதனால்தான் பா.ஜ.க.வுக்குத் தனிப்பெரும்பான்மை கிடைக்கவில்லை. பா.ஜ.க.வின் மதவாத வெறுப்பு அரசியலால் சிறுபான்மை சமூகத்தினர் பாதிக்கப்படுகிறார்கள். இதனால், சமூகப் பதற்றநிலையில் உயர்நிலையில் உள்ள ஆதிக்க சமூகத்தினர்தான் பலன் பெறுகிறார்கள். பா.ஜ.க.வின் மதவாத அரசியலால் 70 சதவிகிதத்திற்கும் மேல் உள்ள பிற்படுத்தப்பட்ட, ஒடுக்கப்பட்ட மக்களுக்குப் பலன் கிடைக்கவில்லை. (743, 1441, 957, 1704)
table-cell: கால்பந்து (579, 843, 629, 857)
table-cell: 27.11.2024-புதன் (125, 751, 224, 765)
table-cell: மாவட்ட தகவல் தொழில்நுட்ப அணி தொகுதி தகவல் தொழில்நுட்ப அணி (279, 1959, 471, 2008)
article-paragraph: ஆனால், ‘ஆண்டுக்கு இரண்டு கோடி பேருக்கு வேலை, விவசாயிகள் வருமானத்தை இரட்டிப்பாக்குவேன்’ என மோடி கொடுத்த வாக்குறுதிகள் எதையும் நிறைவேற்றவில்லை. 2019ஆம் ஆண்டு புல்வாமா தாக்குதலை வைத்து வெற்றி பெற்றார். இதுவெல்லாம் வடமாநிலங்களில் எடுபடுகிறது. தென்மாநில மக்கள் ‘எது சரி, எது தவறு’ என முடிவு செய்யும் அரசியல் தெளிவு பெற்றவர்கள். ஆனால், 2024 மக்களவைத் தேர்தலில் 26 கட்சிகளை ஒருங்கிணைத்து பா.ஜ.க. வுக்கு பெரும்பான்மை கிடைப்பதை காங்கிரஸ் தடுத்துள்ளது. (971, 885, 1186, 1147)
table-cell: கிரிக்கெட் தடகளம் (579, 770, 631, 802)
table-cell: 20. (45, 2070, 64, 2083)
col-header: தேதி (119, 984, 145, 998)
table-row (42, 1718, 724, 1790)
table-row (42, 731, 724, 749)
table-cell: 7. (45, 641, 57, 654)
table-cell: 18. (45, 862, 64, 875)
table-cell: 24.11.2024-ஞாயிறு (119, 1390, 230, 1404)
table-cell: மாவட்ட இளைஞர் அணி (279, 1003, 414, 1017)
table-cell: 24.11.2024-ஞாயிறு (125, 733, 237, 746)
table-row (42, 1387, 724, 1442)
table-header-row (42, 982, 724, 1000)
col-header: வ.எண் (45, 512, 85, 526)
table-row (42, 1956, 724, 2011)
table-cell: அட்சயம் அறக்கட்டளை, சோலார் புதிய பேருந்து நிலையம் (489, 1721, 667, 1753)
table-cell: 4. (45, 586, 57, 599)
masthead-rule (42, 80, 1414, 82)
table-cell: 23.11.2024-சனி (125, 586, 217, 599)
right-article (743, 89, 1414, 2006)
table-cell: 5. (45, 1224, 57, 1238)
table-cell: 17. (45, 843, 64, 857)
table-cell: வீரப்பன்சத்திரம் பகுதி (301, 567, 418, 581)
table-cell: கைப்பந்து (579, 678, 633, 691)
col-header: விளையாட்டு (579, 512, 650, 526)
table-cell: மொடக்குறிச்சி தெற்கு ஒன்றியம் (301, 843, 470, 857)
article-intro: (‘வசந்த்’ தொலைக்காட்சியில் 12.11.2024 அன்று அளித்த நேர்காணலில் தமிழ்நாடு காங்கிரஸ் கமிட்டி துணைத் தலைவர் ஆ. கோபண்ணா கூறிய கருத்து கள் வருமாறு :) (743, 344, 957, 447)
table-cell: 4. (45, 1169, 57, 1183)
article-paragraph: தி.மு.க. காங்கிரஸ் கூட்டணி நல்ல புரிதலோடு உள்ளது. வெறும் இடங்கள் சார்ந்தது அல்ல. உணர்ச்சிபூர்வமான கூட்டணி. எனவே, எங்கள் கூட்டணியிலும் வலிமையடைய வேவாய்ப்புகள் அதிகம். (1200, 1459, 1414, 1580)
table-cell: தடகளம் (579, 825, 624, 839)
